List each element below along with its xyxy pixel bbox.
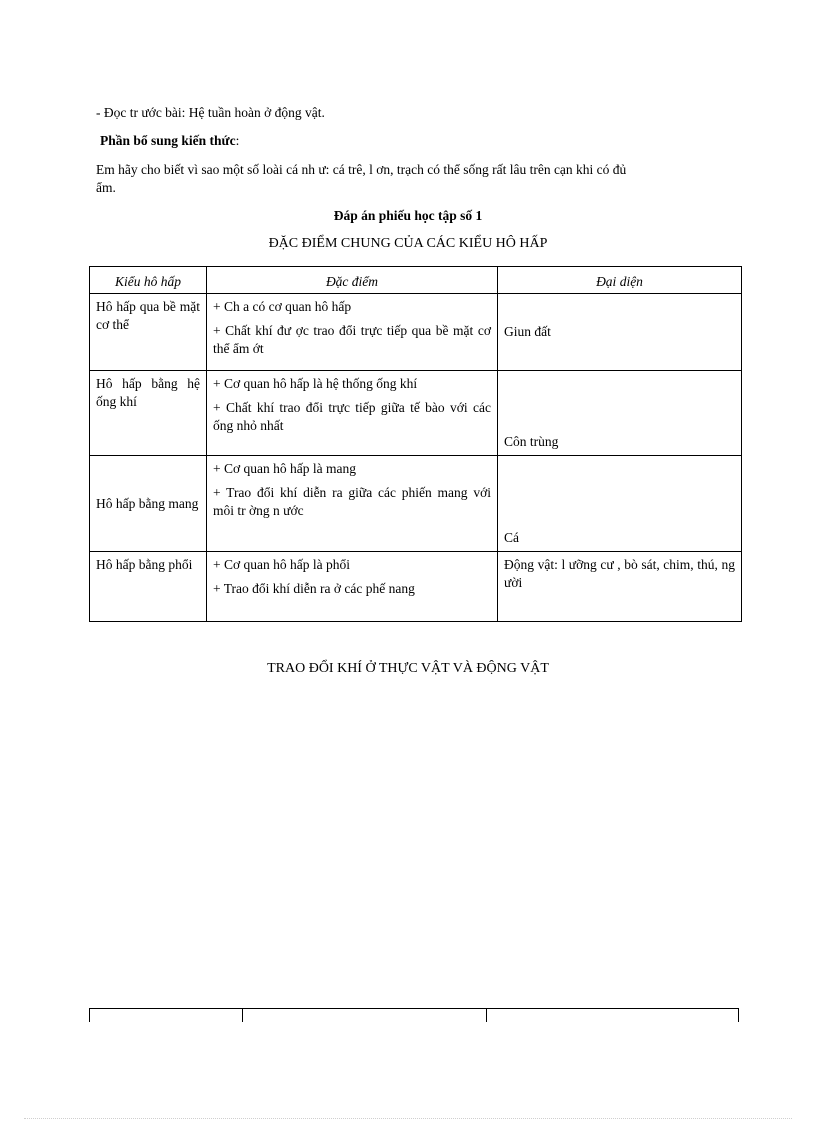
row-features xyxy=(207,456,498,552)
feature-item: + Cơ quan hô hấp là hệ thống ống khí xyxy=(213,376,418,391)
row-type: Hô hấp bằng mang xyxy=(90,456,207,552)
next-table-column-divider xyxy=(89,1008,90,1022)
row-representative: Giun đất xyxy=(498,294,742,371)
feature-item: + Cơ quan hô hấp là phổi xyxy=(213,557,350,572)
header-features: Đặc điểm xyxy=(207,267,498,294)
question-line-2: ẩm. xyxy=(96,180,116,195)
next-table-column-divider xyxy=(486,1008,487,1022)
header-type: Kiểu hô hấp xyxy=(90,267,207,294)
table-row xyxy=(90,552,742,622)
table-header-row xyxy=(90,267,742,294)
row-type: Hô hấp bằng hệ ống khí xyxy=(90,371,207,456)
feature-item: + Ch a có cơ quan hô hấp xyxy=(213,299,352,314)
row-type: Hô hấp qua bề mặt cơ thể xyxy=(90,294,207,371)
bottom-title: TRAO ĐỔI KHÍ Ở THỰC VẬT VÀ ĐỘNG VẬT xyxy=(267,661,549,676)
respiration-table xyxy=(89,266,742,622)
row-representative: Động vật: l ưỡng cư , bò sát, chim, thú, ng ười xyxy=(498,552,742,622)
table-row xyxy=(90,456,742,552)
feature-item: + Chất khí trao đổi trực tiếp giữa tế bào với các ống nhỏ nhất xyxy=(213,400,491,433)
answer-title: Đáp án phiếu học tập số 1 xyxy=(333,208,483,223)
row-features xyxy=(207,371,498,456)
question-line-1: Em hãy cho biết vì sao một số loài cá nh ư: cá trê, l ơn, trạch có thể sống rất lâu trên cạn khi có đủ xyxy=(96,162,627,177)
row-type: Hô hấp bằng phổi xyxy=(90,552,207,622)
row-features xyxy=(207,552,498,622)
next-table-column-divider xyxy=(738,1008,739,1022)
section-heading-colon: : xyxy=(235,133,240,148)
next-table-column-divider xyxy=(242,1008,243,1022)
header-representative: Đại diện xyxy=(498,267,742,294)
table-title: ĐẶC ĐIỂM CHUNG CỦA CÁC KIỂU HÔ HẤP xyxy=(268,236,548,251)
feature-item: + Chất khí đư ợc trao đổi trực tiếp qua bề mặt cơ thể ẩm ớt xyxy=(213,323,491,356)
next-table-top-border xyxy=(89,1008,739,1009)
page-bottom-dotted-edge xyxy=(24,1118,792,1119)
section-heading xyxy=(100,133,239,149)
feature-item: + Cơ quan hô hấp là mang xyxy=(213,461,356,476)
section-heading-text: Phần bổ sung kiến thức xyxy=(100,133,236,148)
row-features xyxy=(207,294,498,371)
feature-item: + Trao đổi khí diễn ra ở các phế nang xyxy=(213,581,415,596)
table-row xyxy=(90,294,742,371)
row-representative: Cá xyxy=(498,456,742,552)
reading-instruction: - Đọc tr ước bài: Hệ tuần hoàn ở động vật. xyxy=(96,105,325,120)
feature-item: + Trao đổi khí diễn ra giữa các phiến mang với môi tr ờng n ước xyxy=(213,485,491,518)
next-table-frame xyxy=(89,1008,739,1022)
table-row xyxy=(90,371,742,456)
row-representative: Côn trùng xyxy=(498,371,742,456)
